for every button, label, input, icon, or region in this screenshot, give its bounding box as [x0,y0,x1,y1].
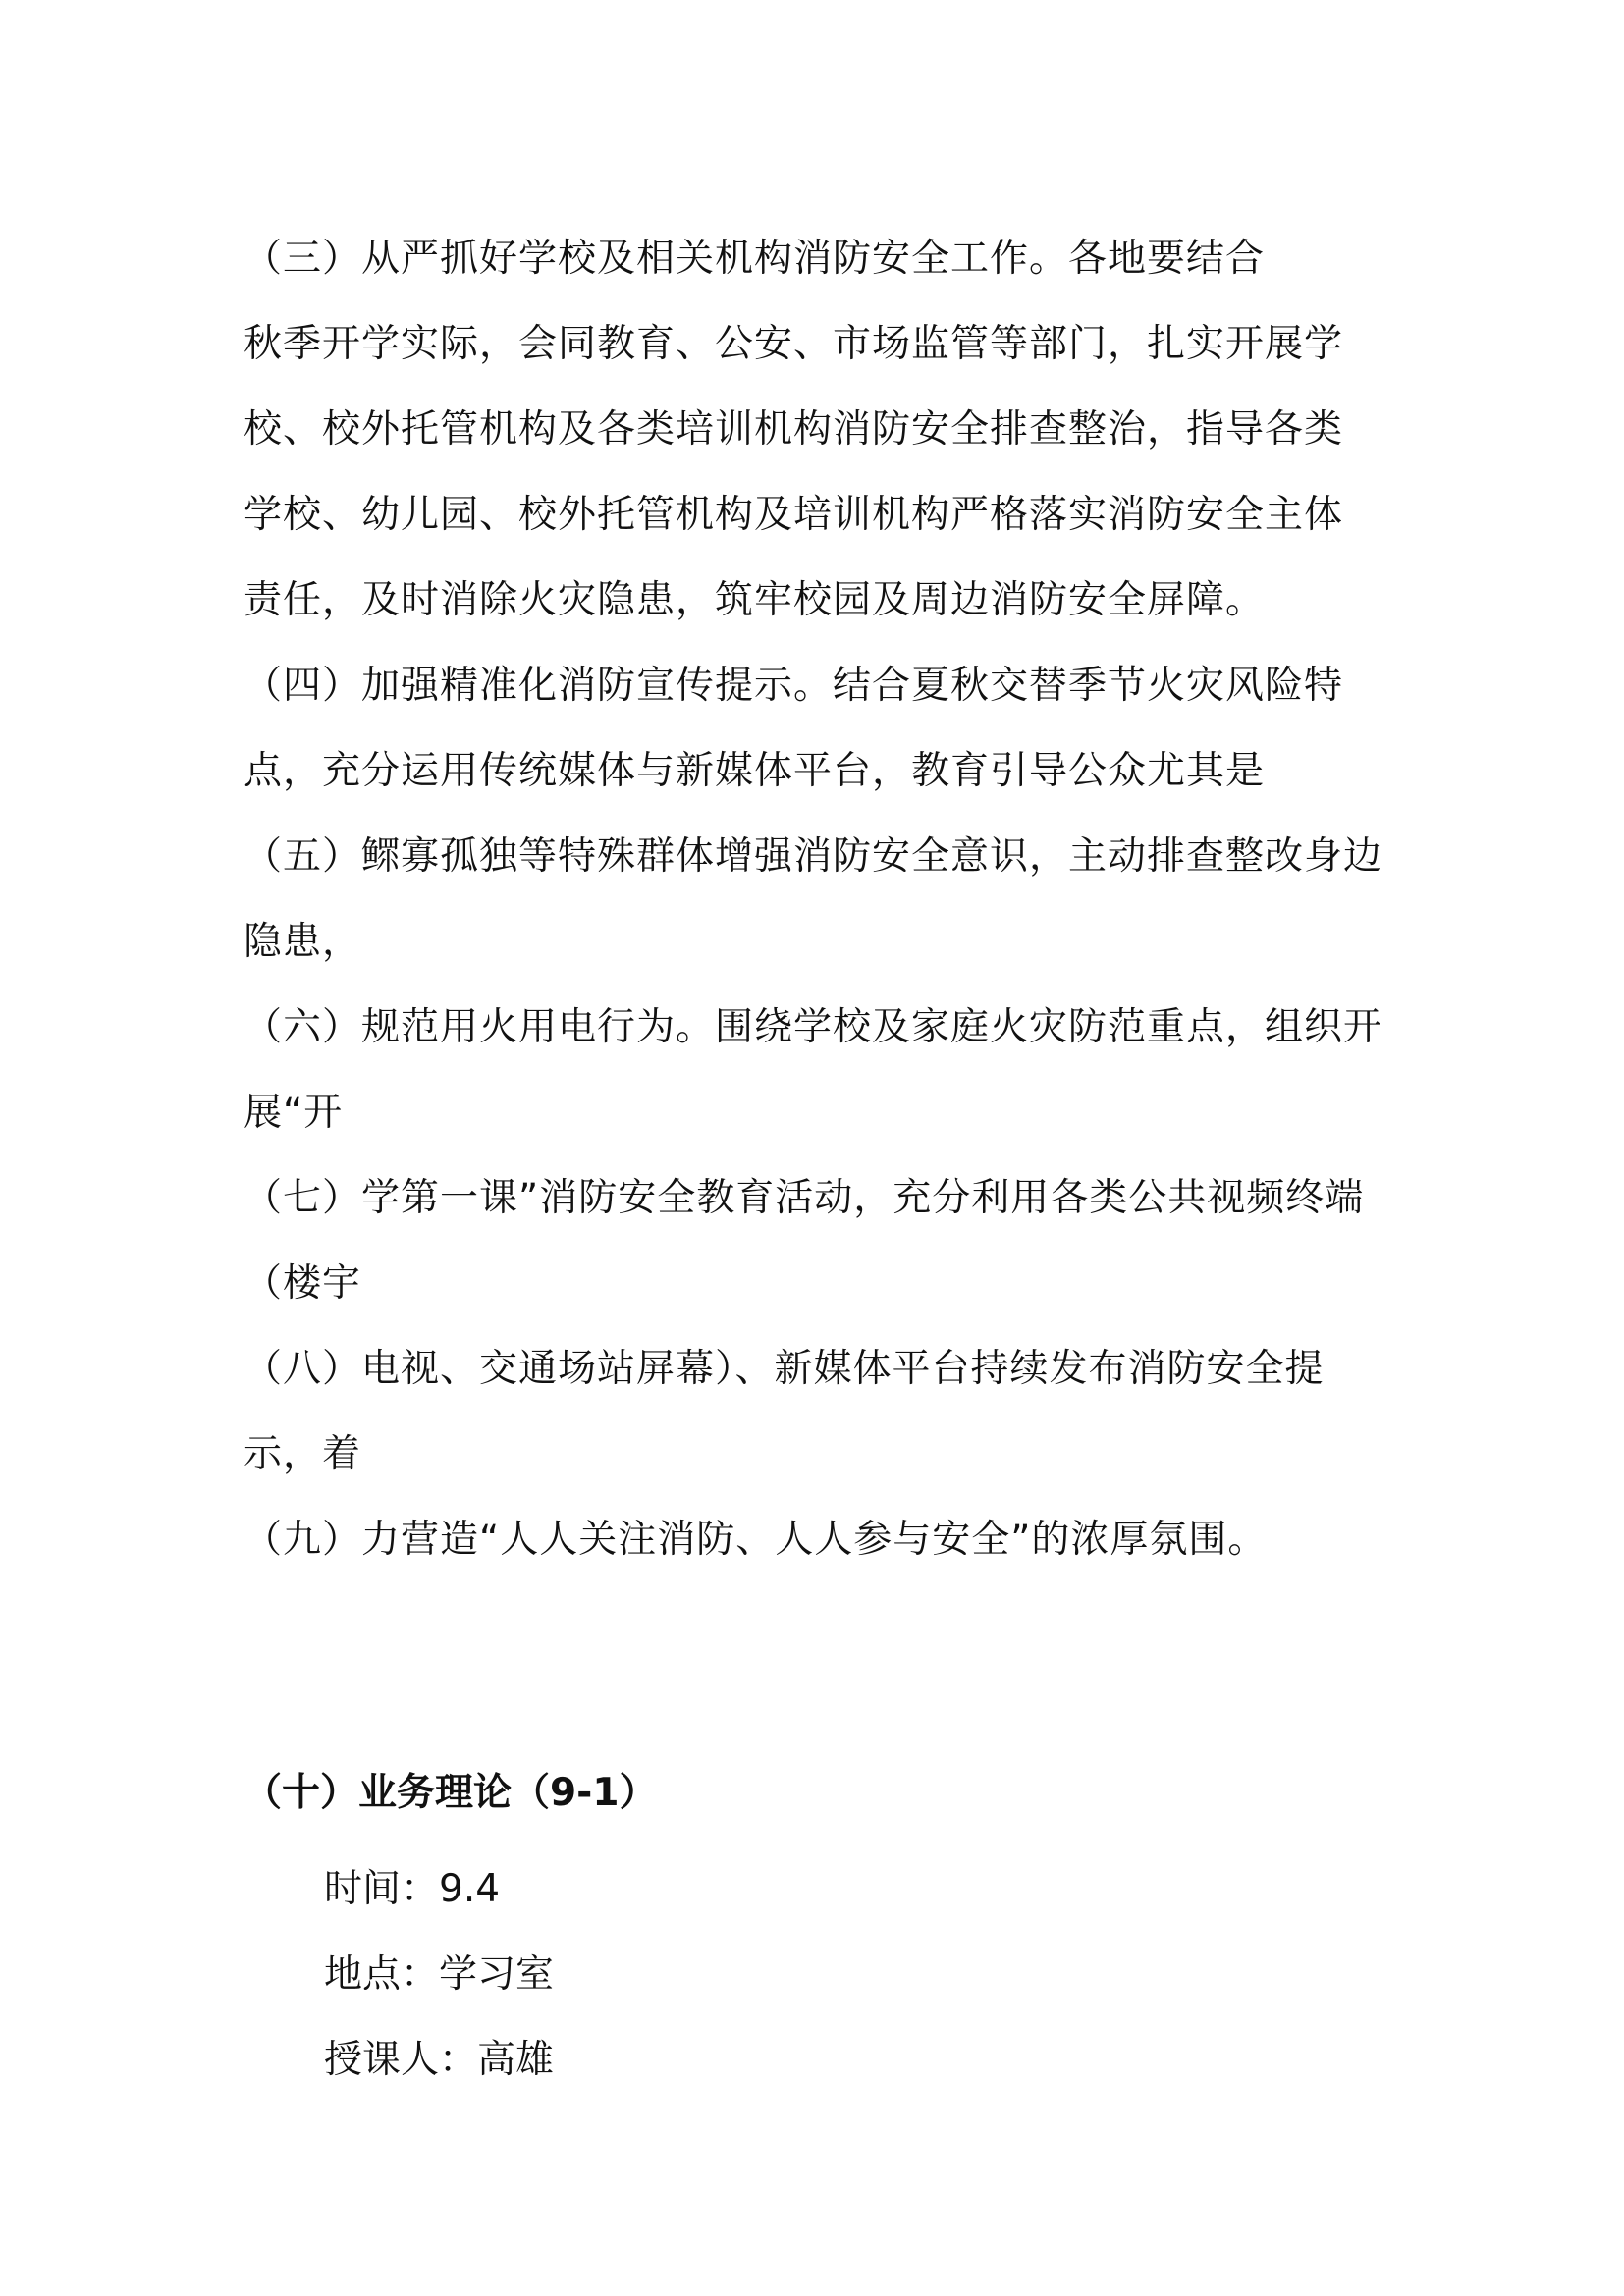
paragraph-line: 责任，及时消除火灾隐患，筑牢校园及周边消防安全屏障。 [244,578,1266,622]
paragraph-line: （七）学第一课”消防安全教育活动，充分利用各类公共视频终端 [244,1176,1365,1220]
paragraph-line: （九）力营造“人人关注消防、人人参与安全”的浓厚氛围。 [244,1518,1268,1562]
time-info: 时间：9.4 [324,1867,501,1911]
lecturer-info: 授课人：高雄 [324,2038,555,2082]
paragraph-line: 学校、幼儿园、校外托管机构及培训机构严格落实消防安全主体 [244,493,1344,537]
paragraph-line: 秋季开学实际，会同教育、公安、市场监管等部门，扎实开展学 [244,322,1344,366]
paragraph-line: （楼宇 [244,1261,362,1306]
section-heading: （十）业务理论（9-1） [244,1771,658,1815]
paragraph-line: （五）鳏寡孤独等特殊群体增强消防安全意识，主动排查整改身边 [244,834,1383,879]
location-info: 地点：学习室 [324,1952,555,1997]
paragraph-line: 点，充分运用传统媒体与新媒体平台，教育引导公众尤其是 [244,749,1266,793]
paragraph-line: （四）加强精准化消防宣传提示。结合夏秋交替季节火灾风险特 [244,664,1344,708]
paragraph-line: 示，着 [244,1432,362,1476]
paragraph-line: 校、校外托管机构及各类培训机构消防安全排查整治，指导各类 [244,407,1344,452]
paragraph-line: （六）规范用火用电行为。围绕学校及家庭火灾防范重点，组织开 [244,1005,1383,1049]
paragraph-line: （八）电视、交通场站屏幕）、新媒体平台持续发布消防安全提 [244,1347,1325,1391]
paragraph-line: 隐患， [244,920,362,964]
paragraph-line: 展“开 [244,1091,344,1135]
paragraph-line: （三）从严抓好学校及相关机构消防安全工作。各地要结合 [244,237,1266,281]
